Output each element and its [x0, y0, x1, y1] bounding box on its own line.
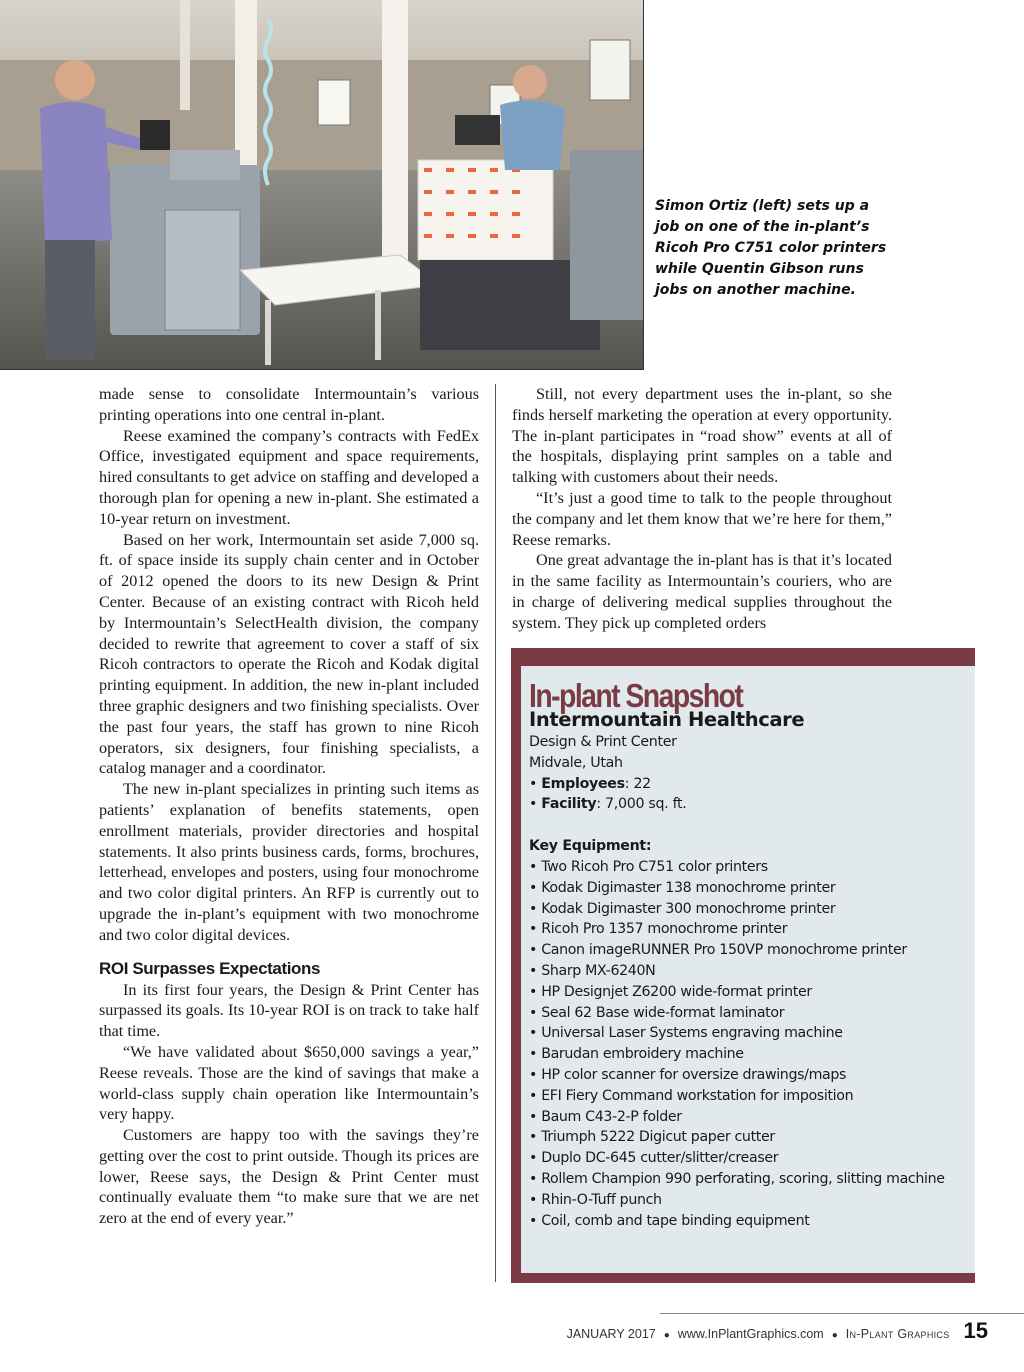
employees-value: : 22	[624, 775, 651, 792]
equipment-item: • Two Ricoh Pro C751 color printers	[529, 858, 768, 875]
equipment-item: • Triumph 5222 Digicut paper cutter	[529, 1129, 775, 1146]
article-photo	[0, 0, 644, 370]
equipment-item-text: Kodak Digimaster 138 monochrome printer	[541, 879, 836, 896]
equipment-item: • Sharp MX-6240N	[529, 962, 656, 979]
equipment-heading: Key Equipment:	[529, 838, 652, 855]
equipment-item-text: Canon imageRUNNER Pro 150VP monochrome printer	[541, 942, 907, 959]
paragraph: Based on her work, Intermountain set aside 7,000 sq. ft. of space inside its supply chain center and in October of 2012 opened the doors to its new Design & Print Center. Because of an existing contract with Ricoh held by Intermountain’s SelectHealth division, the company decided to rewrite that agreement to cover a staff of six Ricoh contractors to operate the Ricoh and Kodak digital printing equipment. In addition, the new in-plant included three graphic designers and two finishing specialists. Over the past four years, the staff has grown to nine Ricoh operators, six designers, four finishing specialists, a catalog manager and a coordinator.	[99, 530, 479, 778]
equipment-item: • Barudan embroidery machine	[529, 1046, 744, 1063]
right-column	[512, 384, 892, 634]
equipment-item: • Canon imageRUNNER Pro 150VP monochrome printer	[529, 942, 907, 959]
paragraph: “It’s just a good time to talk to the people throughout the company and let them know that we’re here for them,” Reese remarks.	[512, 488, 892, 549]
separator-bullet-icon: ●	[663, 1330, 670, 1341]
equipment-item-text: Coil, comb and tape binding equipment	[541, 1212, 810, 1229]
equipment-item: • HP Designjet Z6200 wide-format printer	[529, 983, 812, 1000]
equipment-item: • HP color scanner for oversize drawings/maps	[529, 1066, 847, 1083]
equipment-item-text: HP color scanner for oversize drawings/maps	[541, 1066, 847, 1083]
page-footer	[567, 1318, 988, 1344]
equipment-item-text: Barudan embroidery machine	[541, 1046, 744, 1063]
paragraph: In its first four years, the Design & Print Center has surpassed its goals. Its 10-year ROI is on track to take half that time.	[99, 980, 479, 1041]
equipment-item-text: Ricoh Pro 1357 monochrome printer	[541, 921, 788, 938]
paragraph: The new in-plant specializes in printing such items as patients’ explanation of benefits statements, open enrollment materials, provider directories and hospital statements. It also prints business cards, forms, brochures, letterhead, envelopes and posters, using four monochrome and two color digital printers. An RFP is currently out to upgrade the in-plant’s equipment with two monochrome and two color digital devices.	[99, 780, 479, 944]
paragraph: Still, not every department uses the in-plant, so she finds herself marketing the operation at every opportunity. The in-plant participates in “road show” events at all of the hospitals, displaying print samples on a table and talking with customers about their needs.	[512, 385, 892, 487]
paragraph: One great advantage the in-plant has is that it’s located in the same facility as Intermountain’s couriers, who are in charge of delivering medical supplies throughout the system. They pick up completed orders	[512, 551, 892, 632]
equipment-item: • Coil, comb and tape binding equipment	[529, 1212, 810, 1229]
snapshot-panel	[521, 666, 975, 1273]
equipment-item: • Universal Laser Systems engraving machine	[529, 1025, 843, 1042]
paragraph: made sense to consolidate Intermountain’s various printing operations into one central in-plant.	[99, 385, 479, 424]
equipment-item: • Seal 62 Base wide-format laminator	[529, 1004, 785, 1021]
equipment-item-text: Universal Laser Systems engraving machine	[541, 1025, 843, 1042]
equipment-item-text: Sharp MX-6240N	[541, 962, 656, 979]
snapshot-organization: Intermountain Healthcare	[529, 708, 805, 731]
section-subhead: ROI Surpasses Expectations	[99, 958, 321, 978]
facility-value: : 7,000 sq. ft.	[596, 796, 687, 813]
equipment-item-text: Seal 62 Base wide-format laminator	[541, 1004, 785, 1021]
equipment-item: • Rollem Champion 990 perforating, scoring, slitting machine	[529, 1170, 945, 1187]
separator-bullet-icon: ●	[831, 1330, 838, 1341]
snapshot-department: Design & Print Center	[529, 734, 677, 750]
equipment-item-text: HP Designjet Z6200 wide-format printer	[541, 983, 812, 1000]
snapshot-facility: • Facility: 7,000 sq. ft.	[529, 796, 687, 813]
employees-label: Employees	[541, 775, 625, 792]
snapshot-employees: • Employees: 22	[529, 775, 651, 792]
equipment-list	[529, 857, 975, 1231]
in-plant-snapshot-box	[511, 648, 975, 1283]
column-divider	[495, 384, 496, 1282]
equipment-item-text: Rhin-O-Tuff punch	[541, 1191, 662, 1208]
equipment-item-text: EFI Fiery Command workstation for imposition	[541, 1087, 854, 1104]
equipment-item-text: Triumph 5222 Digicut paper cutter	[541, 1129, 775, 1146]
left-column	[99, 384, 479, 1229]
page-number: 15	[963, 1318, 988, 1343]
photo-caption: Simon Ortiz (left) sets up a job on one of the in-plant’s Ricoh Pro C751 color printers while Quentin Gibson runs jobs on another machine.	[655, 198, 887, 298]
equipment-item: • Kodak Digimaster 138 monochrome printer	[529, 879, 836, 896]
snapshot-title: In-plant Snapshot	[529, 677, 743, 714]
equipment-item: • Baum C43-2-P folder	[529, 1108, 682, 1125]
equipment-item: • EFI Fiery Command workstation for imposition	[529, 1087, 854, 1104]
issue-date: JANUARY 2017	[566, 1327, 656, 1341]
equipment-item-text: Baum C43-2-P folder	[541, 1108, 682, 1125]
paragraph: Reese examined the company’s contracts with FedEx Office, investigated equipment and space requirements, hired consultants to get advice on staffing and developed a thorough plan for opening a new in-plant. She estimated a 10-year return on investment.	[99, 426, 479, 528]
snapshot-location: Midvale, Utah	[529, 754, 623, 771]
equipment-item-text: Rollem Champion 990 perforating, scoring, slitting machine	[541, 1170, 945, 1187]
facility-label: Facility	[541, 796, 597, 813]
publication-name: In-Plant Graphics	[845, 1327, 950, 1341]
equipment-item: • Rhin-O-Tuff punch	[529, 1191, 662, 1208]
equipment-item-text: Two Ricoh Pro C751 color printers	[541, 858, 768, 875]
equipment-item-text: Duplo DC-645 cutter/slitter/creaser	[541, 1150, 779, 1167]
print-shop-photo-illustration	[0, 0, 643, 369]
paragraph: Customers are happy too with the savings they’re getting over the cost to print outside. Though its prices are lower, Reese says, the Design & Print Center must continually evaluate them “to make sure that we are net zero at the end of every year.”	[99, 1126, 479, 1228]
website-link[interactable]: www.InPlantGraphics.com	[677, 1327, 824, 1341]
equipment-item: • Kodak Digimaster 300 monochrome printer	[529, 900, 836, 917]
equipment-item: • Duplo DC-645 cutter/slitter/creaser	[529, 1150, 779, 1167]
footer-rule	[660, 1313, 1024, 1314]
equipment-item: • Ricoh Pro 1357 monochrome printer	[529, 921, 788, 938]
paragraph: “We have validated about $650,000 savings a year,” Reese reveals. Those are the kind of savings that make a world-class supply chain operation like Intermountain’s very happy.	[99, 1042, 479, 1124]
equipment-item-text: Kodak Digimaster 300 monochrome printer	[541, 900, 836, 917]
